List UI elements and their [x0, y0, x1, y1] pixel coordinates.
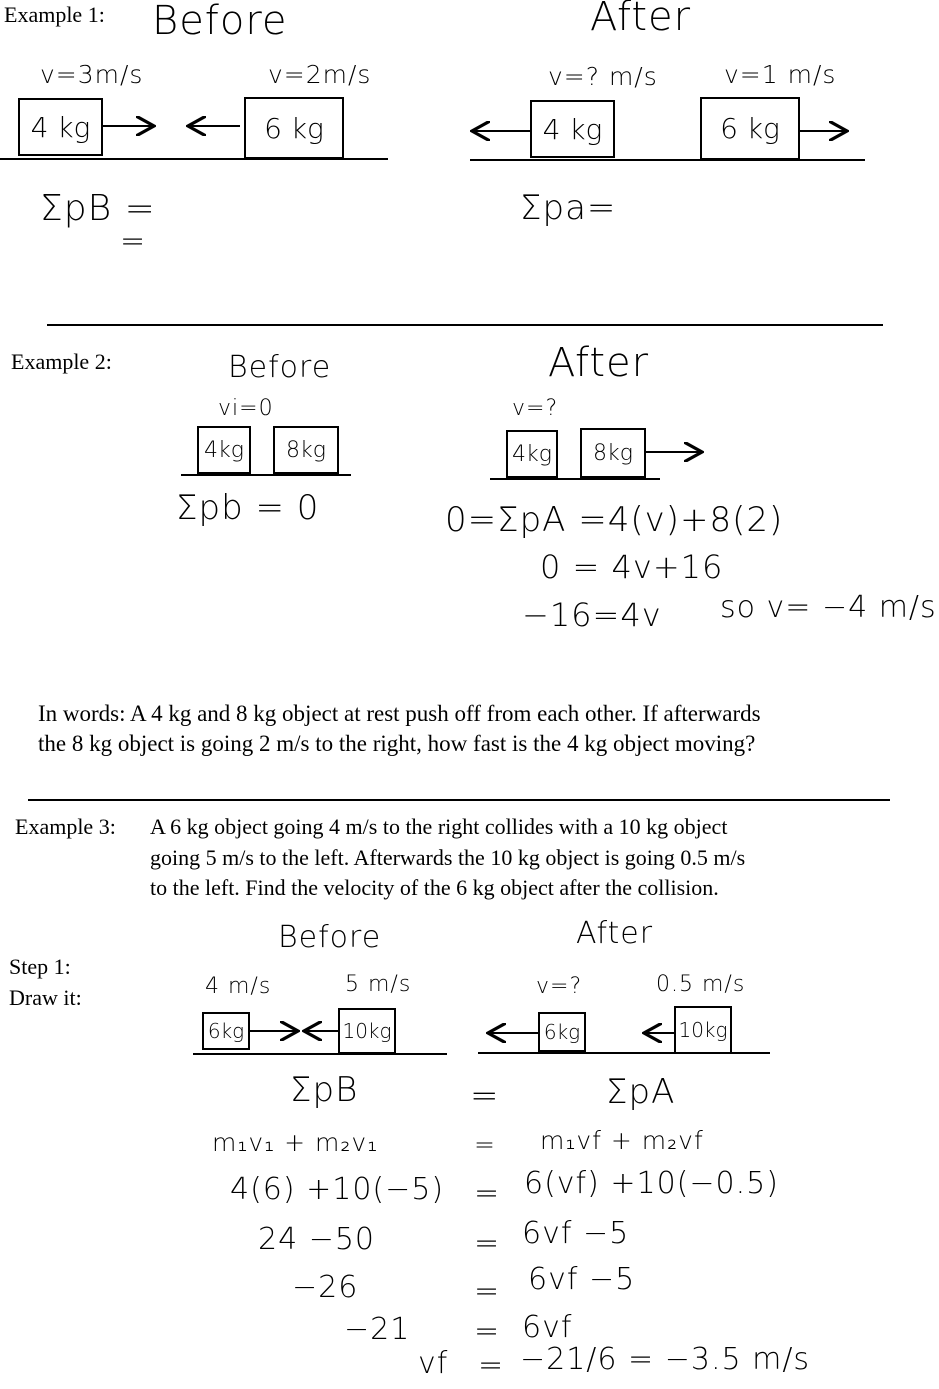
example3-problem-line3: to the left. Find the velocity of the 6 kg object after the collision.	[150, 875, 719, 900]
example1-before-title: Before	[152, 0, 288, 44]
example3-step1-line1: Step 1:	[9, 954, 71, 979]
work-row-3-eq: =	[474, 1176, 501, 1211]
work-row-7-eq: =	[478, 1348, 505, 1383]
divider-2	[28, 799, 890, 801]
example2-before-ground	[181, 474, 351, 476]
work-row-3-right: 6(vf) +10(−0.5)	[524, 1166, 779, 1201]
example2-in-words-line2: the 8 kg object is going 2 m/s to the right, how fast is the 4 kg object moving?	[38, 731, 756, 756]
example1-before-sum: ΣpB =	[40, 188, 156, 229]
example2-after-title: After	[548, 340, 650, 386]
example1-before-sum-equals: =	[120, 224, 147, 259]
example3-before-box-10kg: 10kg	[338, 1008, 396, 1054]
example3-problem-line1: A 6 kg object going 4 m/s to the right collides with a 10 kg object	[150, 814, 728, 839]
example2-after-v: v=?	[512, 396, 559, 421]
example1-before-box-4kg: 4 kg	[18, 98, 103, 156]
work-row-1-left: ΣpB	[290, 1070, 359, 1110]
example2-before-v: vi=0	[218, 396, 274, 421]
work-row-6-right: 6vf	[522, 1310, 573, 1345]
example3-after-box-6kg: 6kg	[538, 1012, 586, 1052]
work-row-7-right: −21/6 = −3.5 m/s	[520, 1342, 811, 1377]
example2-eq1: 0=ΣpA =4(v)+8(2)	[445, 500, 784, 540]
work-row-6-left: −21	[344, 1312, 411, 1347]
example3-before-box-6kg: 6kg	[202, 1012, 250, 1050]
work-row-2-right: m₁vf + m₂vf	[540, 1126, 704, 1155]
example1-after-title: After	[590, 0, 692, 40]
example3-label: Example 3:	[15, 814, 116, 839]
example2-before-sum: Σpb = 0	[176, 488, 320, 528]
example3-before-v-right: 5 m/s	[345, 972, 412, 997]
example2-in-words-line1: In words: A 4 kg and 8 kg object at rest push off from each other. If afterwards	[38, 701, 761, 726]
example1-before-box-6kg: 6 kg	[244, 97, 344, 159]
example2-after-box-4kg: 4kg	[506, 430, 558, 478]
example3-before-v-left: 4 m/s	[205, 974, 272, 999]
example3-after-v-right: 0.5 m/s	[656, 972, 746, 997]
example1-after-box-6kg: 6 kg	[700, 97, 800, 160]
divider-1	[47, 324, 883, 326]
work-row-5-left: −26	[292, 1270, 359, 1305]
example1-after-ground	[470, 159, 865, 161]
work-row-2-eq: =	[474, 1130, 496, 1159]
example1-label: Example 1:	[4, 2, 105, 27]
example3-after-box-10kg: 10kg	[674, 1006, 732, 1054]
example2-eq2: 0 = 4v+16	[540, 548, 724, 586]
example2-label: Example 2:	[11, 349, 112, 374]
example3-step1-line2: Draw it:	[9, 985, 82, 1010]
example3-after-title: After	[576, 916, 654, 951]
example3-problem-line2: going 5 m/s to the left. Afterwards the 10 kg object is going 0.5 m/s	[150, 845, 746, 870]
work-row-5-right: 6vf −5	[528, 1262, 636, 1297]
example3-before-ground	[193, 1053, 447, 1055]
work-row-7-left: vf	[418, 1346, 449, 1381]
work-row-2-left: m₁v₁ + m₂v₁	[212, 1128, 379, 1157]
example3-after-ground	[478, 1052, 770, 1054]
example1-after-sum: Σpa=	[520, 188, 617, 228]
example2-before-box-8kg: 8kg	[273, 426, 339, 474]
example3-after-v-left: v=?	[536, 974, 583, 999]
example3-before-title: Before	[278, 920, 382, 955]
work-row-1-eq: =	[470, 1076, 500, 1116]
example1-before-ground	[0, 158, 388, 160]
work-row-5-eq: =	[474, 1274, 501, 1309]
example2-eq3: −16=4v	[522, 596, 662, 634]
example1-after-box-4kg: 4 kg	[530, 100, 615, 158]
example1-before-v-left: v=3m/s	[40, 60, 144, 89]
example2-after-box-8kg: 8kg	[580, 428, 646, 478]
work-row-6-eq: =	[474, 1314, 501, 1349]
work-row-1-right: ΣpA	[606, 1072, 676, 1112]
work-row-4-right: 6vf −5	[522, 1216, 630, 1251]
example2-eq3-answer: so v= −4 m/s	[720, 590, 937, 625]
example2-after-ground	[490, 478, 660, 480]
work-row-4-eq: =	[474, 1226, 501, 1261]
example2-before-title: Before	[228, 350, 332, 385]
example1-after-v-left: v=? m/s	[548, 62, 658, 91]
example1-after-v-right: v=1 m/s	[724, 60, 837, 89]
work-row-3-left: 4(6) +10(−5)	[230, 1172, 445, 1207]
work-row-4-left: 24 −50	[258, 1222, 376, 1257]
example1-before-v-right: v=2m/s	[268, 60, 372, 89]
example2-before-box-4kg: 4kg	[197, 426, 251, 474]
